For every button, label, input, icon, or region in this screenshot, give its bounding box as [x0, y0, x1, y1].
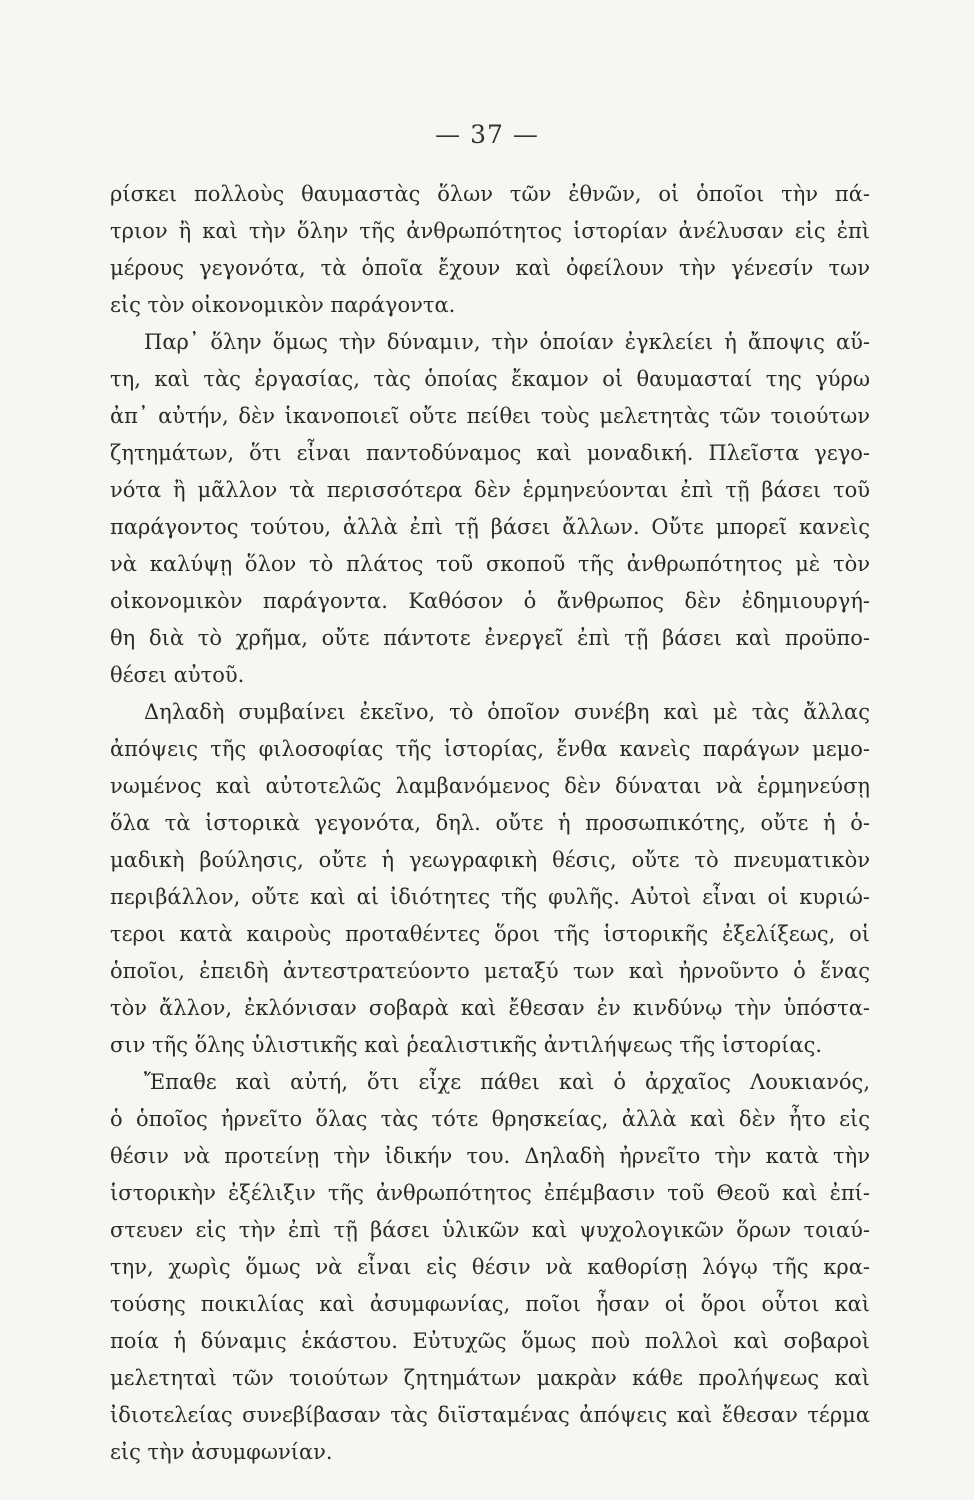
- text-line: ἀπόψεις τῆς φιλοσοφίας τῆς ἱστορίας, ἔνθα κανεὶς παράγων μεμο-: [110, 737, 870, 761]
- text-line: θέσει αὐτοῦ.: [110, 663, 245, 687]
- text-line: Δηλαδὴ συμβαίνει ἐκεῖνο, τὸ ὁποῖον συνέβη καὶ μὲ τὰς ἄλλας: [144, 700, 870, 724]
- text-line: τη, καὶ τὰς ἐργασίας, τὰς ὁποίας ἔκαμον οἱ θαυμασταί της γύρω: [110, 367, 870, 391]
- text-line: εἰς τὸν οἰκονομικὸν παράγοντα.: [110, 293, 456, 317]
- text-line: περιβάλλον, οὔτε καὶ αἱ ἰδιότητες τῆς φυλῆς. Αὐτοὶ εἶναι οἱ κυριώ-: [110, 885, 870, 909]
- text-line: νωμένος καὶ αὐτοτελῶς λαμβανόμενος δὲν δύναται νὰ ἑρμηνεύσῃ: [110, 774, 870, 798]
- text-line: ὅλα τὰ ἱστορικὰ γεγονότα, δηλ. οὔτε ἡ προσωπικότης, οὔτε ἡ ὁ-: [110, 811, 870, 835]
- text-line: ρίσκει πολλοὺς θαυμαστὰς ὅλων τῶν ἐθνῶν, οἱ ὁποῖοι τὴν πά-: [110, 182, 870, 206]
- text-line: εἰς τὴν ἀσυμφωνίαν.: [110, 1440, 333, 1464]
- text-line: σιν τῆς ὅλης ὑλιστικῆς καὶ ῥεαλιστικῆς ἀντιλήψεως τῆς ἱστορίας.: [110, 1033, 823, 1057]
- body-text: [110, 176, 870, 1471]
- text-line: ἀπ᾽ αὐτήν, δὲν ἱκανοποιεῖ οὔτε πείθει τοὺς μελετητὰς τῶν τοιούτων: [110, 404, 870, 428]
- text-line: τούσης ποικιλίας καὶ ἀσυμφωνίας, ποῖοι ἦσαν οἱ ὅροι οὗτοι καὶ: [110, 1292, 870, 1316]
- text-line: θέσιν νὰ προτείνῃ τὴν ἰδικήν του. Δηλαδὴ ἠρνεῖτο τὴν κατὰ τὴν: [110, 1144, 870, 1168]
- text-line: μαδικὴ βούλησις, οὔτε ἡ γεωγραφικὴ θέσις, οὔτε τὸ πνευματικὸν: [110, 848, 870, 872]
- text-line: μέρους γεγονότα, τὰ ὁποῖα ἔχουν καὶ ὀφείλουν τὴν γένεσίν των: [110, 256, 870, 280]
- text-line: ὁ ὁποῖος ἠρνεῖτο ὅλας τὰς τότε θρησκείας, ἀλλὰ καὶ δὲν ἦτο εἰς: [110, 1107, 870, 1131]
- text-line: ἰδιοτελείας συνεβίβασαν τὰς διϊσταμένας ἀπόψεις καὶ ἔθεσαν τέρμα: [110, 1403, 870, 1427]
- text-line: ὁποῖοι, ἐπειδὴ ἀντεστρατεύοντο μεταξύ των καὶ ἠρνοῦντο ὁ ἕνας: [110, 959, 870, 983]
- text-line: παράγοντος τούτου, ἀλλὰ ἐπὶ τῇ βάσει ἄλλων. Οὔτε μπορεῖ κανεὶς: [110, 515, 870, 539]
- text-line: ποία ἡ δύναμις ἑκάστου. Εὐτυχῶς ὅμως ποὺ πολλοὶ καὶ σοβαροὶ: [110, 1329, 870, 1353]
- text-line: θη διὰ τὸ χρῆμα, οὔτε πάντοτε ἐνεργεῖ ἐπὶ τῇ βάσει καὶ προϋπο-: [110, 626, 870, 650]
- text-line: νότα ἢ μᾶλλον τὰ περισσότερα δὲν ἑρμηνεύονται ἐπὶ τῇ βάσει τοῦ: [110, 478, 870, 502]
- page-number: — 37 —: [435, 120, 539, 149]
- text-line: τριον ἢ καὶ τὴν ὅλην τῆς ἀνθρωπότητος ἱστορίαν ἀνέλυσαν εἰς ἐπὶ: [110, 219, 870, 243]
- text-line: μελετηταὶ τῶν τοιούτων ζητημάτων μακρὰν κάθε προλήψεως καὶ: [110, 1366, 870, 1390]
- text-line: τὸν ἄλλον, ἐκλόνισαν σοβαρὰ καὶ ἔθεσαν ἐν κινδύνῳ τὴν ὑπόστα-: [110, 996, 870, 1020]
- text-line: ἱστορικὴν ἐξέλιξιν τῆς ἀνθρωπότητος ἐπέμβασιν τοῦ Θεοῦ καὶ ἐπί-: [110, 1181, 870, 1205]
- text-line: τεροι κατὰ καιροὺς προταθέντες ὅροι τῆς ἱστορικῆς ἐξελίξεως, οἱ: [110, 922, 870, 946]
- text-line: στευεν εἰς τὴν ἐπὶ τῇ βάσει ὑλικῶν καὶ ψυχολογικῶν ὅρων τοιαύ-: [110, 1218, 870, 1242]
- text-line: οἰκονομικὸν παράγοντα. Καθόσον ὁ ἄνθρωπος δὲν ἐδημιουργή-: [110, 589, 870, 613]
- text-line: ζητημάτων, ὅτι εἶναι παντοδύναμος καὶ μοναδική. Πλεῖστα γεγο-: [110, 441, 870, 465]
- text-line: την, χωρὶς ὅμως νὰ εἶναι εἰς θέσιν νὰ καθορίσῃ λόγῳ τῆς κρα-: [110, 1255, 870, 1279]
- text-line: Ἔπαθε καὶ αὐτή, ὅτι εἶχε πάθει καὶ ὁ ἀρχαῖος Λουκιανός,: [144, 1070, 870, 1094]
- text-line: νὰ καλύψῃ ὅλον τὸ πλάτος τοῦ σκοποῦ τῆς ἀνθρωπότητος μὲ τὸν: [110, 552, 870, 576]
- text-line: Παρ᾽ ὅλην ὅμως τὴν δύναμιν, τὴν ὁποίαν ἐγκλείει ἡ ἄποψις αὕ-: [144, 330, 870, 354]
